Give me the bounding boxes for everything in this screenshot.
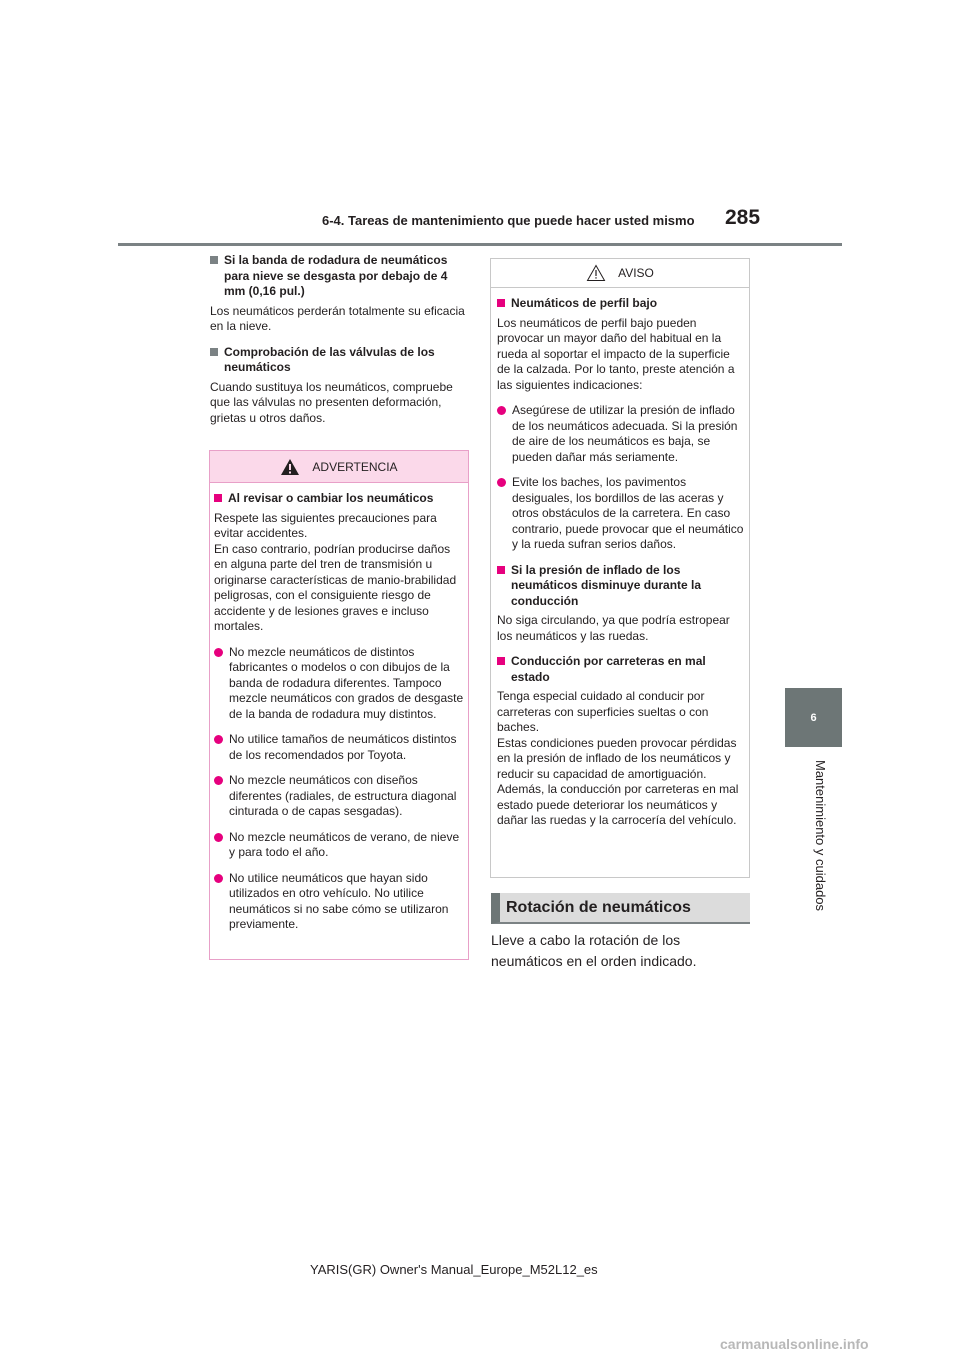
low-profile-heading-text: Neumáticos de perfil bajo <box>511 296 658 310</box>
warning-triangle-icon <box>280 458 300 476</box>
round-bullet-icon <box>214 648 223 657</box>
round-bullet-icon <box>214 833 223 842</box>
pressure-drop-heading-text: Si la presión de inflado de los neumáticos disminuye durante la conducción <box>511 562 702 608</box>
pressure-drop-heading <box>497 563 744 610</box>
warning-title: ADVERTENCIA <box>312 459 398 474</box>
rotation-section-text: Lleve a cabo la rotación de los neumáticos en el orden indicado. <box>491 932 697 969</box>
page-number: 285 <box>725 206 761 229</box>
header-divider <box>118 243 842 246</box>
notice-box-header <box>491 259 749 288</box>
notice-bullet <box>497 403 744 465</box>
warning-box <box>209 450 469 960</box>
manual-footer: YARIS(GR) Owner's Manual_Europe_M52L12_es <box>310 1262 598 1277</box>
caution-triangle-icon <box>586 264 606 282</box>
warning-bullet <box>214 871 464 933</box>
chapter-tab <box>785 688 842 747</box>
left-column <box>210 253 470 436</box>
warning-bullet <box>214 830 464 861</box>
rough-roads-heading <box>497 654 744 685</box>
snow-tires-text: Los neumáticos perderán totalmente su eficacia en la nieve. <box>210 303 465 333</box>
warning-bullet <box>214 645 464 723</box>
notice-bullet-text: Evite los baches, los pavimentos desiguales, los bordillos de las aceras y otros obstáculos de la carretera. En caso contrario, puede provocar que el neumático y la rueda sufran serios daños. <box>512 475 744 551</box>
rough-roads-text-2: Estas condiciones pueden provocar pérdidas en la presión de inflado de los neumáticos y reducir su capacidad de amortiguación. Además, la conducción por carreteras en mal estado puede deteriorar los neumáticos y dañar las ruedas y la carrocería del vehículo. <box>497 735 739 827</box>
warning-heading <box>214 491 464 507</box>
section-header-title: 6-4. Tareas de mantenimiento que puede hacer usted mismo <box>322 213 695 228</box>
notice-title: AVISO <box>618 266 654 280</box>
rough-roads-text-1: Tenga especial cuidado al conducir por carreteras con superficies sueltas o con baches. <box>497 689 709 734</box>
pressure-drop-text: No siga circulando, ya que podría estropear los neumáticos y las ruedas. <box>497 613 730 643</box>
warning-bullet-text: No mezcle neumáticos con diseños diferentes (radiales, de estructura diagonal cinturada o de capas sesgadas). <box>229 773 457 818</box>
square-bullet-icon <box>214 494 222 502</box>
low-profile-heading <box>497 296 744 312</box>
round-bullet-icon <box>497 478 506 487</box>
square-bullet-icon <box>210 348 218 356</box>
warning-box-body <box>210 483 468 947</box>
snow-tires-heading-text: Si la banda de rodadura de neumáticos para nieve se desgasta por debajo de 4 mm (0,16 pul.) <box>224 253 448 298</box>
warning-intro: Respete las siguientes precauciones para evitar accidentes. <box>214 510 437 540</box>
snow-tires-heading <box>210 253 470 300</box>
warning-bullet-text: No mezcle neumáticos de distintos fabricantes o modelos o con dibujos de la banda de rodadura diferentes. Tampoco mezcle neumáticos con grados de desgaste de la banda de rodadura muy distintos. <box>229 644 464 721</box>
square-bullet-icon <box>497 657 505 665</box>
chapter-title: Mantenimiento y cuidados <box>813 760 828 912</box>
low-profile-text: Los neumáticos de perfil bajo pueden provocar un mayor daño del habitual en la rueda al soportar el impacto de la superficie de la calzada. Por lo tanto, preste atención a las siguientes indicaciones: <box>497 315 735 392</box>
notice-bullet-text: Asegúrese de utilizar la presión de inflado de los neumáticos adecuada. Si la presión de aire de los neumáticos es baja, se pueden dañar más seriamente. <box>512 403 738 464</box>
round-bullet-icon <box>497 406 506 415</box>
chapter-number: 6 <box>810 711 817 724</box>
valves-heading-text: Comprobación de las válvulas de los neumáticos <box>224 344 435 374</box>
valves-text: Cuando sustituya los neumáticos, compruebe que las válvulas no presenten deformación, grietas u otros daños. <box>210 379 453 425</box>
rough-roads-heading-text: Conducción por carreteras en mal estado <box>511 654 706 684</box>
round-bullet-icon <box>214 776 223 785</box>
watermark: carmanualsonline.info <box>720 1336 869 1352</box>
notice-bullet <box>497 475 744 553</box>
notice-box-body <box>491 288 749 843</box>
round-bullet-icon <box>214 874 223 883</box>
warning-bullet-text: No utilice tamaños de neumáticos distintos de los recomendados por Toyota. <box>229 732 457 762</box>
warning-box-header <box>210 451 468 483</box>
warning-bullet <box>214 773 464 820</box>
square-bullet-icon <box>497 566 505 574</box>
warning-heading-text: Al revisar o cambiar los neumáticos <box>228 491 434 505</box>
warning-bullet-text: No mezcle neumáticos de verano, de nieve y para todo el año. <box>229 829 460 859</box>
square-bullet-icon <box>210 256 218 264</box>
rotation-section-heading: Rotación de neumáticos <box>491 893 750 924</box>
warning-bullet <box>214 732 464 763</box>
valves-heading <box>210 345 470 376</box>
notice-box <box>490 258 750 878</box>
square-bullet-icon <box>497 299 505 307</box>
warning-intro-2: En caso contrario, podrían producirse daños en alguna parte del tren de transmisión u originarse características de manio-brabilidad peligrosas, con el consiguiente riesgo de accidente y de lesiones graves e incluso mortales. <box>214 541 457 633</box>
warning-bullet-text: No utilice neumáticos que hayan sido utilizados en otro vehículo. No utilice neumáticos si no sabe cómo se utilizaron previamente. <box>229 870 449 931</box>
round-bullet-icon <box>214 735 223 744</box>
